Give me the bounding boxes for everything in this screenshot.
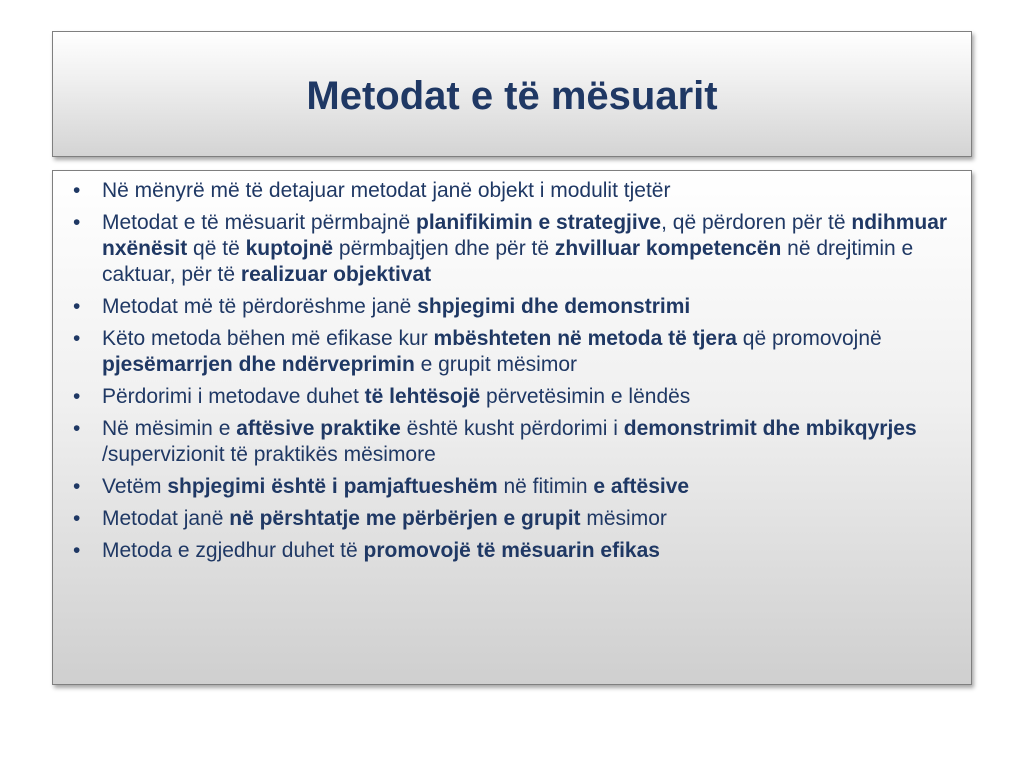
bullet-dot-icon: • — [73, 539, 81, 562]
bullet-item — [71, 474, 953, 500]
bullet-text: në fitimin — [497, 475, 594, 498]
bullet-text: Në mënyrë më të detajuar metodat janë objekt i modulit tjetër — [102, 179, 671, 202]
bullet-item — [71, 294, 953, 320]
bullet-text-bold: aftësive praktike — [236, 417, 401, 440]
bullet-text-bold: të lehtësojë — [364, 385, 481, 408]
bullet-text: Në mësimin e — [102, 417, 237, 440]
bullet-item — [71, 326, 953, 378]
bullet-text: në drejtimin e caktuar, për të — [102, 237, 914, 286]
bullet-text: përmbajtjen dhe për të — [333, 237, 555, 260]
bullet-dot-icon: • — [73, 417, 81, 440]
bullet-dot-icon: • — [73, 327, 81, 350]
bullet-list — [71, 178, 953, 564]
bullet-text: Këto metoda bëhen më efikase kur — [102, 327, 434, 350]
bullet-dot-icon: • — [73, 179, 81, 202]
bullet-text: Metodat më të përdorëshme janë — [102, 295, 418, 318]
bullet-text-bold: realizuar objektivat — [240, 263, 432, 286]
bullet-text-bold: shpjegimi dhe demonstrimi — [417, 295, 691, 318]
bullet-item — [71, 416, 953, 468]
bullet-item — [71, 210, 953, 288]
bullet-text: e grupit mësimor — [414, 353, 577, 376]
bullet-text: përvetësimin e lëndës — [480, 385, 691, 408]
bullet-text: që të — [187, 237, 246, 260]
bullet-text-bold: zhvilluar kompetencën — [554, 237, 782, 260]
bullet-text-bold: demonstrimit dhe mbikqyrjes — [623, 417, 917, 440]
bullet-text-bold: planifikimin e strategjive — [416, 211, 662, 234]
bullet-text: që promovojnë — [736, 327, 882, 350]
bullet-text-bold: pjesëmarrjen dhe ndërveprimin — [102, 353, 415, 376]
bullet-text: mësimor — [580, 507, 667, 530]
bullet-text: /supervizionit të praktikës mësimore — [102, 443, 436, 466]
bullet-text-bold: promovojë të mësuarin efikas — [363, 539, 660, 562]
bullet-dot-icon: • — [73, 507, 81, 530]
bullet-text: Vetëm — [102, 475, 168, 498]
bullet-text-bold: mbështeten në metoda të tjera — [433, 327, 737, 350]
bullet-text: Metoda e zgjedhur duhet të — [102, 539, 364, 562]
bullet-item — [71, 506, 953, 532]
bullet-item — [71, 384, 953, 410]
slide-title: Metodat e të mësuarit — [306, 73, 718, 118]
bullet-text-bold: e aftësive — [593, 475, 690, 498]
bullet-dot-icon: • — [73, 295, 81, 318]
bullet-item — [71, 538, 953, 564]
bullet-dot-icon: • — [73, 211, 81, 234]
bullet-text: është kusht përdorimi i — [400, 417, 624, 440]
bullet-text: Metodat janë — [102, 507, 230, 530]
bullet-text-bold: në përshtatje me përbërjen e grupit — [229, 507, 581, 530]
bullet-dot-icon: • — [73, 475, 81, 498]
content-panel — [52, 170, 972, 685]
bullet-text-bold: shpjegimi është i pamjaftueshëm — [167, 475, 498, 498]
bullet-text: , që përdoren për të — [661, 211, 852, 234]
bullet-text: Përdorimi i metodave duhet — [102, 385, 365, 408]
bullet-dot-icon: • — [73, 385, 81, 408]
title-panel — [52, 31, 972, 157]
bullet-text: Metodat e të mësuarit përmbajnë — [102, 211, 416, 234]
bullet-item — [71, 178, 953, 204]
bullet-text-bold: kuptojnë — [245, 237, 334, 260]
bullet-text-bold: ndihmuar nxënësit — [102, 211, 948, 260]
